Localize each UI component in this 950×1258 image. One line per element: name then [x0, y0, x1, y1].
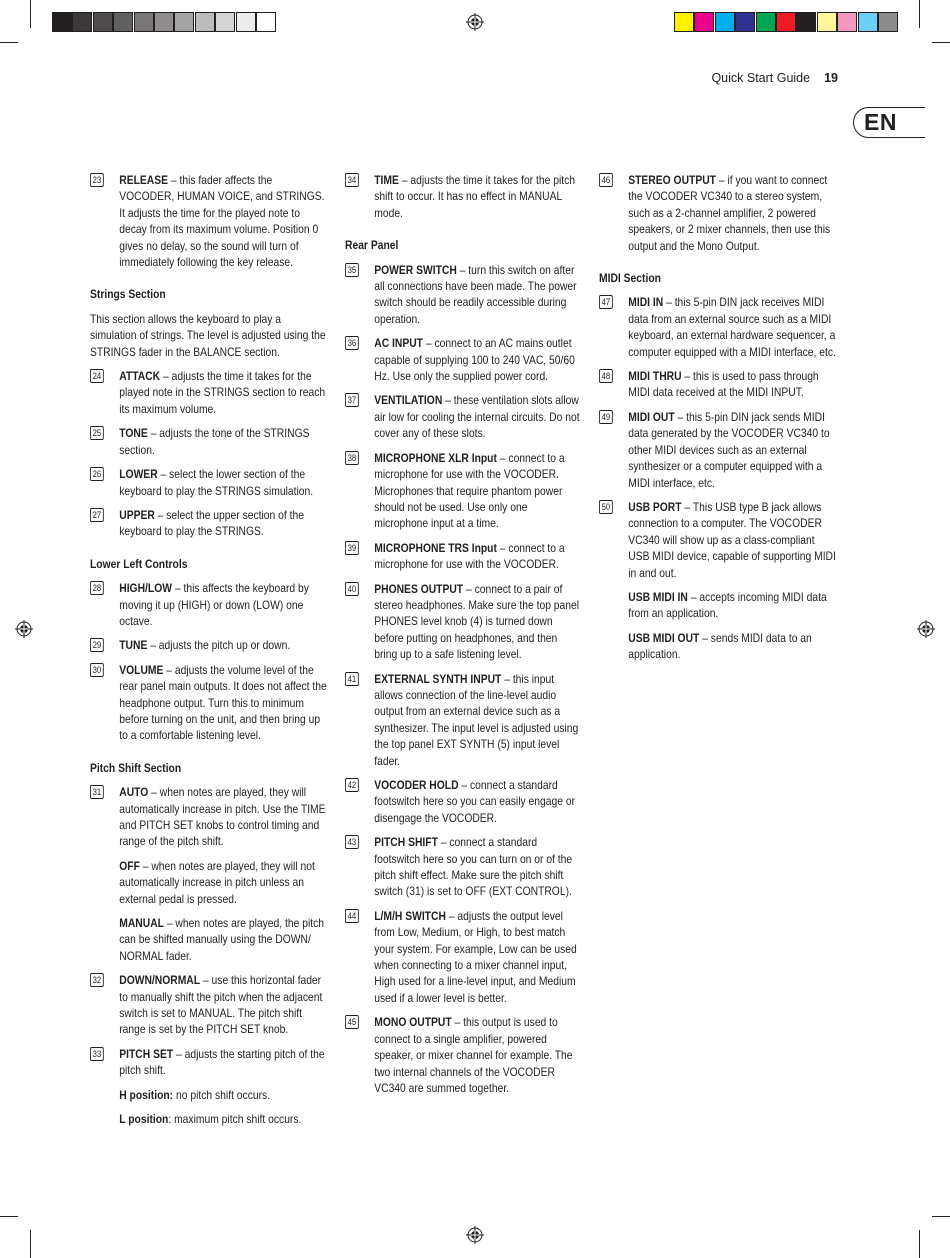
item-description: – this output is used to connect to a single amplifier, powered speaker, or mixer channel for example. The two internal channels of the VOCODER VC340 are summed together. — [374, 1015, 573, 1095]
gray-swatch — [215, 12, 235, 32]
registration-mark-icon — [15, 620, 33, 638]
item-description: – adjusts the time it takes for the played note in the STRINGS section to reach its maximum volume. — [119, 369, 326, 416]
registration-mark-icon — [466, 1226, 484, 1244]
color-swatch — [674, 12, 694, 32]
numbered-item — [345, 172, 582, 221]
item-number-badge: 46 — [599, 173, 613, 187]
item-term: TONE — [119, 426, 148, 441]
numbered-item — [90, 784, 327, 850]
section-heading: Lower Left Controls — [90, 556, 188, 571]
item-number-badge: 28 — [90, 581, 104, 595]
gray-swatch — [93, 12, 113, 32]
item-term: MONO OUTPUT — [374, 1015, 452, 1030]
color-swatch — [715, 12, 735, 32]
item-description: – adjusts the output level from Low, Medium, or High, to best match your system. For example, Low can be used when connecting to a mixer channel input, High used for a line-level input, and Medium used if a lower level is better. — [374, 908, 577, 1005]
numbered-item — [599, 499, 836, 581]
gray-swatch — [256, 12, 276, 32]
item-number-badge: 47 — [599, 295, 613, 309]
item-description: – sends MIDI data to an application. — [628, 630, 812, 662]
item-description: – when notes are played, they will automatically increase in pitch. Use the TIME and PITCH SET knobs to control timing and range of the pitch shift. — [119, 785, 326, 849]
item-description: : maximum pitch shift occurs. — [168, 1112, 302, 1127]
item-number-badge: 45 — [345, 1015, 359, 1029]
item-term: EXTERNAL SYNTH INPUT — [374, 671, 502, 686]
sub-item — [90, 1087, 327, 1103]
numbered-item — [90, 580, 327, 629]
item-description: – this 5-pin DIN jack sends MIDI data generated by the VOCODER VC340 to other MIDI devices such as an external synthesizer or a computer equipped with a MIDI interface, etc. — [628, 409, 830, 490]
numbered-item — [345, 335, 582, 384]
item-description: – connect to an AC mains outlet capable of supplying 100 to 240 VAC, 50/60 Hz. Use only the supplied power cord. — [374, 336, 575, 384]
item-term: TUNE — [119, 638, 148, 653]
text-column-middle — [345, 172, 582, 1104]
item-description: – adjusts the tone of the STRINGS section. — [119, 426, 310, 457]
page-header — [0, 71, 838, 85]
item-term: HIGH/LOW — [119, 581, 172, 596]
numbered-item — [90, 172, 327, 270]
item-term: L/M/H SWITCH — [374, 908, 446, 923]
language-tab: EN — [853, 107, 925, 138]
item-term: TIME — [374, 173, 399, 187]
sub-item — [90, 1111, 327, 1127]
item-term: L position — [119, 1112, 169, 1127]
item-term: PITCH SET — [119, 1046, 174, 1061]
item-description: – connect a standard footswitch here so you can turn on or of the pitch shift effect. Make sure the pitch shift switch (31) is set to OFF (EXT CONTROL). — [374, 835, 573, 899]
registration-mark-icon — [466, 13, 484, 31]
section-heading: Pitch Shift Section — [90, 760, 182, 775]
gray-swatch — [236, 12, 256, 32]
item-description: – This USB type B jack allows connection to a computer. The VOCODER VC340 will show up as a class-compliant USB MIDI device, capable of supporting MIDI in and out. — [628, 499, 836, 580]
item-description: no pitch shift occurs. — [173, 1087, 271, 1102]
sub-item — [90, 915, 327, 964]
numbered-item — [90, 637, 327, 653]
item-number-badge: 35 — [345, 263, 359, 277]
numbered-item — [345, 540, 582, 573]
item-number-badge: 31 — [90, 785, 104, 799]
gray-swatch — [174, 12, 194, 32]
item-term: USB MIDI OUT — [628, 630, 700, 645]
numbered-item — [90, 368, 327, 417]
text-column-left — [90, 172, 327, 1136]
numbered-item — [345, 834, 582, 900]
sub-item — [599, 630, 836, 663]
item-term: MIDI OUT — [628, 409, 675, 424]
item-number-badge: 39 — [345, 541, 359, 555]
gray-swatch — [72, 12, 92, 32]
numbered-item — [599, 172, 836, 254]
item-number-badge: 26 — [90, 467, 104, 481]
item-number-badge: 50 — [599, 500, 613, 514]
item-description: – this affects the keyboard by moving it up (HIGH) or down (LOW) one octave. — [119, 581, 309, 628]
item-number-badge: 44 — [345, 909, 359, 923]
numbered-item — [90, 425, 327, 458]
guide-title: Quick Start Guide — [711, 71, 811, 85]
item-number-badge: 34 — [345, 173, 359, 187]
color-swatch — [776, 12, 796, 32]
item-description: – this input allows connection of the line-level audio output from an external device such as a synthesizer. The input level is adjusted using the top panel EXT SYNTH (5) input level fader. — [374, 671, 579, 768]
item-term: OFF — [119, 858, 140, 873]
item-number-badge: 49 — [599, 410, 613, 424]
item-description: – turn this switch on after all connections have been made. The power switch should be readily accessible during operation. — [374, 262, 577, 326]
color-swatch — [858, 12, 878, 32]
item-description: – this is used to pass through MIDI data received at the MIDI INPUT. — [628, 369, 819, 400]
item-term: PHONES OUTPUT — [374, 581, 464, 596]
item-description: – adjusts the pitch up or down. — [147, 638, 291, 653]
item-term: LOWER — [119, 467, 158, 482]
item-term: STEREO OUTPUT — [628, 173, 716, 187]
item-description: – select the lower section of the keyboard to play the STRINGS simulation. — [119, 467, 314, 498]
item-number-badge: 36 — [345, 336, 359, 350]
item-number-badge: 48 — [599, 369, 613, 383]
item-term: AC INPUT — [374, 336, 423, 351]
gray-swatch — [113, 12, 133, 32]
item-number-badge: 25 — [90, 426, 104, 440]
item-number-badge: 41 — [345, 672, 359, 686]
item-description: – connect to a microphone for use with the VOCODER. — [374, 540, 565, 572]
item-number-badge: 40 — [345, 582, 359, 596]
item-description: – if you want to connect the VOCODER VC340 to a stereo system, such as a 2-channel amplifier, 2 powered speakers, or 2 mixer channels, then use this output and the Mono Output. — [628, 173, 831, 253]
item-term: UPPER — [119, 507, 155, 522]
color-swatch — [878, 12, 898, 32]
color-swatch — [756, 12, 776, 32]
section-heading: MIDI Section — [599, 271, 661, 286]
color-swatch — [796, 12, 816, 32]
gray-swatch — [134, 12, 154, 32]
numbered-item — [90, 1046, 327, 1079]
item-term: USB MIDI IN — [628, 589, 688, 604]
item-description: – accepts incoming MIDI data from an application. — [628, 589, 827, 621]
item-term: DOWN/NORMAL — [119, 973, 201, 988]
sub-item — [599, 589, 836, 622]
numbered-item — [90, 662, 327, 744]
numbered-item — [599, 409, 836, 491]
numbered-item — [345, 908, 582, 1006]
item-description: – connect to a pair of stereo headphones. Make sure the top panel PHONES level knob (4) is turned down before putting on headphones, and then bring up to a safe listening level. — [374, 581, 580, 662]
item-number-badge: 23 — [90, 173, 104, 187]
sub-item — [90, 858, 327, 907]
numbered-item — [90, 972, 327, 1038]
item-description: – connect a standard footswitch here so you can easily engage or disengage the VOCODER. — [374, 778, 576, 825]
item-term: VOLUME — [119, 662, 164, 677]
item-description: – select the upper section of the keyboard to play the STRINGS. — [119, 507, 304, 539]
numbered-item — [90, 466, 327, 499]
numbered-item — [345, 262, 582, 328]
color-swatch — [694, 12, 714, 32]
item-term: PITCH SHIFT — [374, 835, 438, 850]
item-term: MIDI THRU — [628, 369, 682, 384]
item-number-badge: 42 — [345, 778, 359, 792]
item-term: AUTO — [119, 785, 149, 800]
page-number: 19 — [824, 71, 838, 85]
numbered-item — [345, 1014, 582, 1096]
gray-swatch — [195, 12, 215, 32]
item-term: VENTILATION — [374, 393, 443, 408]
gray-swatch — [154, 12, 174, 32]
color-swatch — [735, 12, 755, 32]
numbered-item — [345, 777, 582, 826]
item-term: USB PORT — [628, 499, 682, 514]
item-description: – adjusts the volume level of the rear panel main outputs. It does not affect the headphone output. Turn this to minimum before turning on the unit, and then bring up to a comfortable listening level. — [119, 662, 327, 743]
item-number-badge: 33 — [90, 1047, 104, 1061]
item-number-badge: 32 — [90, 973, 104, 987]
item-description: – adjusts the starting pitch of the pitch shift. — [119, 1046, 325, 1078]
item-description: – connect to a microphone for use with the VOCODER. Microphones that require phantom power should not be used. Use only one microphone input at a time. — [374, 450, 565, 531]
item-term: ATTACK — [119, 369, 161, 384]
numbered-item — [90, 507, 327, 540]
numbered-item — [599, 368, 836, 401]
item-term: POWER SWITCH — [374, 262, 457, 277]
item-description: – these ventilation slots allow air low for cooling the internal circuits. Do not cover any of these slots. — [374, 393, 580, 441]
item-description: – when notes are played, the pitch can be shifted manually using the DOWN/ NORMAL fader. — [119, 916, 325, 963]
registration-mark-icon — [917, 620, 935, 638]
item-description: – when notes are played, they will not automatically increase in pitch unless an external pedal is pressed. — [119, 858, 315, 906]
color-swatch — [817, 12, 837, 32]
item-number-badge: 30 — [90, 663, 104, 677]
item-description: – use this horizontal fader to manually shift the pitch when the adjacent switch is set to MANUAL. The pitch shift range is set by the PITCH SET knob. — [119, 973, 323, 1037]
numbered-item — [345, 671, 582, 769]
color-swatch — [837, 12, 857, 32]
numbered-item — [599, 294, 836, 360]
section-intro: This section allows the keyboard to play a simulation of strings. The level is adjusted using the STRINGS fader in the BALANCE section. — [90, 311, 326, 359]
item-term: MIDI IN — [628, 295, 664, 310]
item-number-badge: 29 — [90, 638, 104, 652]
item-description: – adjusts the time it takes for the pitch shift to occur. It has no effect in MANUAL mode. — [374, 173, 576, 220]
numbered-item — [345, 581, 582, 663]
section-heading: Rear Panel — [345, 238, 399, 253]
item-term: MICROPHONE XLR Input — [374, 450, 497, 465]
item-number-badge: 27 — [90, 508, 104, 522]
item-number-badge: 38 — [345, 451, 359, 465]
text-column-right — [599, 172, 836, 671]
item-term: VOCODER HOLD — [374, 778, 459, 792]
item-number-badge: 24 — [90, 369, 104, 383]
numbered-item — [345, 450, 582, 532]
gray-swatch — [52, 12, 72, 32]
item-term: H position: — [119, 1087, 174, 1102]
item-description: – this fader affects the VOCODER, HUMAN VOICE, and STRINGS. It adjusts the time for the played note to decay from its maximum volume. Position 0 gives no delay, so the sound will turn of immediately following the key release. — [119, 173, 325, 270]
item-number-badge: 37 — [345, 393, 359, 407]
item-term: MANUAL — [119, 916, 164, 931]
item-term: MICROPHONE TRS Input — [374, 540, 497, 555]
section-heading: Strings Section — [90, 287, 166, 302]
item-term: RELEASE — [119, 173, 168, 187]
numbered-item — [345, 392, 582, 441]
item-description: – this 5-pin DIN jack receives MIDI data from an external source such as a MIDI keyboard, an external hardware sequencer, a computer equipped with a MIDI interface, etc. — [628, 295, 836, 359]
item-number-badge: 43 — [345, 835, 359, 849]
